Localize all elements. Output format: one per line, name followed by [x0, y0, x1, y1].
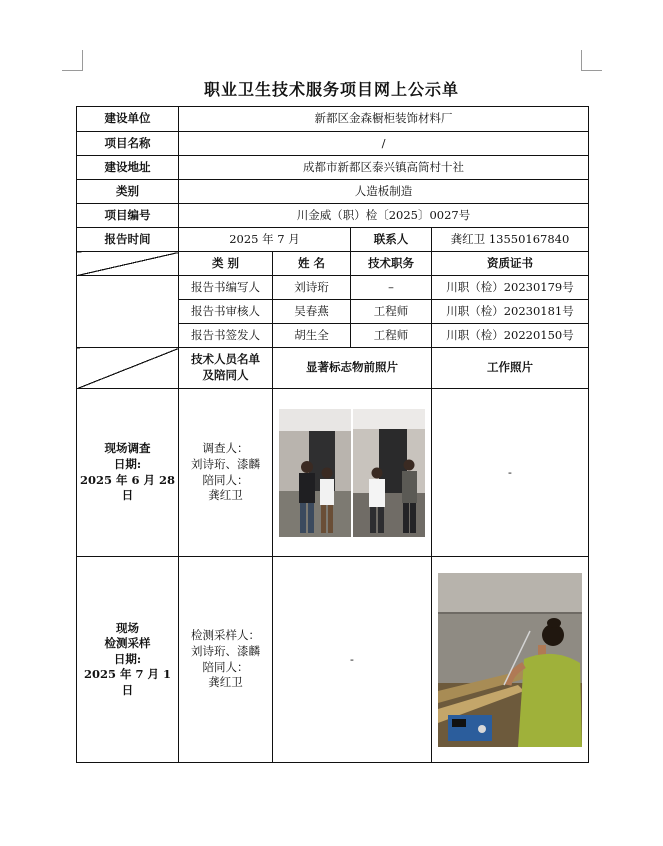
staff-position: –: [351, 276, 432, 300]
contact-label: 联系人: [351, 228, 432, 252]
sampling-landmark-photo-cell: -: [273, 557, 432, 763]
corner-mark-top-left: [62, 50, 83, 71]
photo-header-work: 工作照片: [432, 348, 589, 389]
staff-certificate: 川职（检）20230179号: [432, 276, 589, 300]
staff-role: 报告书审核人: [179, 300, 273, 324]
staff-name: 吴春燕: [273, 300, 351, 324]
project-code-label: 项目编号: [77, 204, 179, 228]
sampling-date-label: 现场 检测采样 日期: 2025 年 7 月 1 日: [77, 557, 179, 763]
corner-mark-top-right: [581, 50, 602, 71]
staff-role: 报告书签发人: [179, 324, 273, 348]
survey-work-photo-cell: -: [432, 389, 589, 557]
category-label: 类别: [77, 180, 179, 204]
page-title: 职业卫生技术服务项目网上公示单: [203, 80, 459, 99]
unit-label: 建设单位: [77, 107, 179, 132]
staff-header-title: 技术职务: [351, 252, 432, 276]
staff-position: 工程师: [351, 300, 432, 324]
category-value: 人造板制造: [179, 180, 589, 204]
staff-role: 报告书编写人: [179, 276, 273, 300]
survey-photo-image: [279, 409, 425, 537]
address-label: 建设地址: [77, 156, 179, 180]
photo-header-landmark: 显著标志物前照片: [273, 348, 432, 389]
project-code-value: 川金威（职）检〔2025〕0027号: [179, 204, 589, 228]
staff-header-category: 类 别: [179, 252, 273, 276]
report-time-value: 2025 年 7 月: [179, 228, 351, 252]
unit-value: 新都区金森橱柜装饰材料厂: [179, 107, 589, 132]
staff-name: 刘诗珩: [273, 276, 351, 300]
survey-landmark-photo-cell: [273, 389, 432, 557]
contact-value: 龚红卫 13550167840: [432, 228, 589, 252]
survey-landmark-photo: [279, 409, 425, 537]
diagonal-header-cell: [77, 252, 179, 276]
staff-position: 工程师: [351, 324, 432, 348]
project-name-label: 项目名称: [77, 132, 179, 156]
report-time-label: 报告时间: [77, 228, 179, 252]
staff-header-name: 姓 名: [273, 252, 351, 276]
sampling-people: 检测采样人： 刘诗珩、漆麟 陪同人： 龚红卫: [179, 557, 273, 763]
diagonal-photo-header-cell: [77, 348, 179, 389]
sampling-work-photo: [438, 573, 582, 747]
disclosure-table: [76, 106, 589, 763]
sampling-work-photo-cell: [432, 557, 589, 763]
survey-people: 调查人： 刘诗珩、漆麟 陪同人： 龚红卫: [179, 389, 273, 557]
staff-certificate: 川职（检）20230181号: [432, 300, 589, 324]
staff-name: 胡生全: [273, 324, 351, 348]
sampling-photo-image: [438, 573, 582, 747]
staff-blank-cell: [77, 276, 179, 348]
staff-header-cert: 资质证书: [432, 252, 589, 276]
staff-certificate: 川职（检）20220150号: [432, 324, 589, 348]
project-name-value: /: [179, 132, 589, 156]
photo-header-staff: 技术人员名单 及陪同人: [179, 348, 273, 389]
survey-date-label: 现场调查 日期: 2025 年 6 月 28 日: [77, 389, 179, 557]
address-value: 成都市新都区泰兴镇高筒村十社: [179, 156, 589, 180]
